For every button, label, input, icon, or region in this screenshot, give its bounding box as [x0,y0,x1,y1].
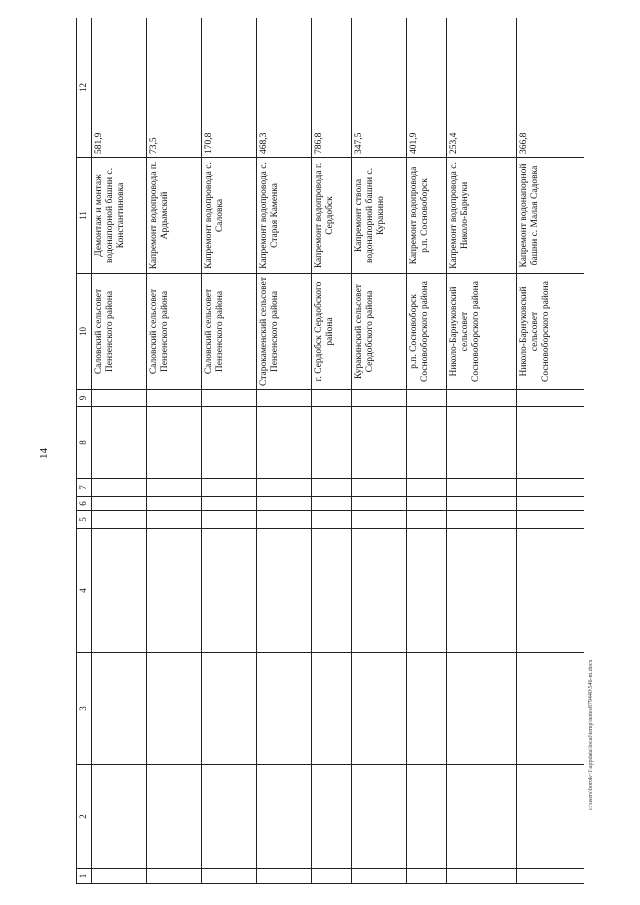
empty-cell [147,497,202,511]
column-header: 1 [77,869,92,884]
empty-cell [517,479,585,497]
cell-col11: Демонтаж и монтаж водонапорной башни с. Константиновка [92,158,147,274]
empty-cell [147,653,202,765]
cell-col12: 253,4 [447,18,517,158]
column-header: 4 [77,529,92,653]
cell-col12: 170,8 [202,18,257,158]
empty-cell [447,407,517,479]
column-header: 2 [77,765,92,869]
empty-cell [92,653,147,765]
cell-col10: Старокаменский сельсовет Пензенского района [257,274,312,390]
empty-cell [407,497,447,511]
table-row [352,18,407,884]
table-row [147,18,202,884]
empty-cell [407,869,447,884]
data-table [76,18,584,884]
empty-cell [447,497,517,511]
header-row [77,18,92,884]
cell-col10: г. Сердобск Сердобского района [312,274,352,390]
empty-cell [352,529,407,653]
empty-cell [147,529,202,653]
empty-cell [517,765,585,869]
empty-cell [257,653,312,765]
column-header: 6 [77,497,92,511]
table-row [92,18,147,884]
empty-cell [517,653,585,765]
empty-cell [257,479,312,497]
cell-col12: 468,3 [257,18,312,158]
empty-cell [352,511,407,529]
empty-cell [147,479,202,497]
empty-cell [407,529,447,653]
empty-cell [312,529,352,653]
column-header: 12 [77,18,92,158]
empty-cell [257,407,312,479]
empty-cell [407,765,447,869]
empty-cell [257,765,312,869]
empty-cell [257,511,312,529]
empty-cell [447,529,517,653]
file-path-footer: c:\users\borok~1\appdata\local\temp\notes879440\546-m.docx [588,659,594,811]
empty-cell [257,390,312,407]
empty-cell [447,479,517,497]
cell-col12: 581,9 [92,18,147,158]
empty-cell [92,479,147,497]
cell-col10: р.п. Сосновоборск Сосновоборского района [407,274,447,390]
empty-cell [312,511,352,529]
table-row [407,18,447,884]
empty-cell [447,653,517,765]
empty-cell [517,529,585,653]
empty-cell [202,407,257,479]
empty-cell [352,407,407,479]
table-row [447,18,517,884]
empty-cell [202,529,257,653]
column-header: 3 [77,653,92,765]
column-header: 7 [77,479,92,497]
empty-cell [407,653,447,765]
empty-cell [407,511,447,529]
empty-cell [312,869,352,884]
empty-cell [257,497,312,511]
cell-col10: Николо-Барнуковский сельсовет Сосновоборского района [517,274,585,390]
empty-cell [352,653,407,765]
empty-cell [147,869,202,884]
empty-cell [202,390,257,407]
cell-col12: 73,5 [147,18,202,158]
empty-cell [517,869,585,884]
empty-cell [202,653,257,765]
column-header: 9 [77,390,92,407]
cell-col12: 786,8 [312,18,352,158]
column-header: 11 [77,158,92,274]
empty-cell [312,407,352,479]
empty-cell [147,511,202,529]
empty-cell [92,407,147,479]
empty-cell [92,869,147,884]
empty-cell [352,390,407,407]
empty-cell [352,479,407,497]
empty-cell [147,407,202,479]
table-row [257,18,312,884]
empty-cell [147,765,202,869]
rotated-table-area [76,18,584,884]
cell-col10: Саловский сельсовет Пензенского района [92,274,147,390]
empty-cell [447,765,517,869]
empty-cell [407,479,447,497]
cell-col10: Куракинский сельсовет Сердобского района [352,274,407,390]
table-body [77,18,585,884]
empty-cell [202,765,257,869]
cell-col12: 366,8 [517,18,585,158]
table-row [202,18,257,884]
empty-cell [447,869,517,884]
empty-cell [202,869,257,884]
cell-col11: Капремонт водопровода с. Старая Каменка [257,158,312,274]
cell-col12: 347,5 [352,18,407,158]
cell-col10: Саловский сельсовет Пензенского района [147,274,202,390]
empty-cell [312,765,352,869]
empty-cell [352,869,407,884]
cell-col10: Саловский сельсовет Пензенского района [202,274,257,390]
empty-cell [92,390,147,407]
empty-cell [352,497,407,511]
empty-cell [447,511,517,529]
empty-cell [517,511,585,529]
cell-col11: Капремонт водопровода г. Сердобск [312,158,352,274]
cell-col11: Капремонт водопровода с. Николо-Барнуки [447,158,517,274]
empty-cell [407,407,447,479]
empty-cell [147,390,202,407]
empty-cell [407,390,447,407]
empty-cell [517,497,585,511]
cell-col11: Капремонт водопровода с. Саловка [202,158,257,274]
empty-cell [257,869,312,884]
table-row [517,18,585,884]
cell-col10: Николо-Барнуковский сельсовет Сосновоборского района [447,274,517,390]
empty-cell [517,390,585,407]
cell-col12: 401,9 [407,18,447,158]
empty-cell [202,479,257,497]
empty-cell [312,479,352,497]
empty-cell [92,529,147,653]
empty-cell [92,497,147,511]
empty-cell [312,497,352,511]
cell-col11: Капремонт ствола водонапорной башни с. Куракино [352,158,407,274]
empty-cell [517,407,585,479]
empty-cell [202,497,257,511]
empty-cell [312,390,352,407]
cell-col11: Капремонт водопровода р.п. Сосновоборск [407,158,447,274]
page-number: 14 [38,448,50,460]
empty-cell [352,765,407,869]
empty-cell [92,765,147,869]
empty-cell [92,511,147,529]
column-header: 5 [77,511,92,529]
table-row [312,18,352,884]
column-header: 8 [77,407,92,479]
empty-cell [447,390,517,407]
column-header: 10 [77,274,92,390]
cell-col11: Капремонт водопровода п. Ардымский [147,158,202,274]
cell-col11: Капремонт водонапорной башни с. Малая Садовка [517,158,585,274]
empty-cell [257,529,312,653]
table-container [76,18,584,884]
empty-cell [312,653,352,765]
empty-cell [202,511,257,529]
